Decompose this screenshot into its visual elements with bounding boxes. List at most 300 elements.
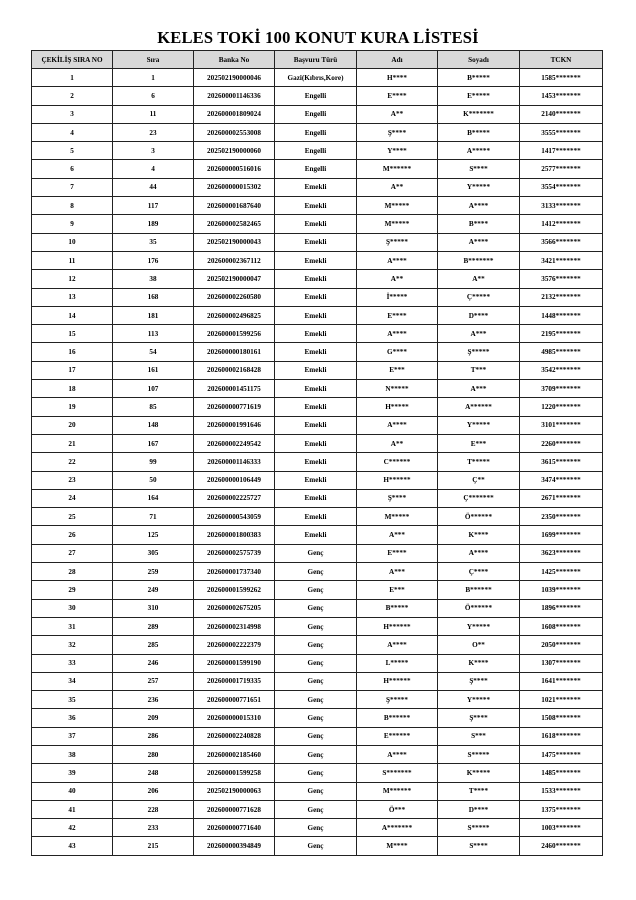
cell-banka-no: 202600002249542 (194, 434, 275, 452)
cell-basvuru-turu: Emekli (275, 288, 357, 306)
cell-cekilis-sira-no: 22 (32, 453, 113, 471)
cell-basvuru-turu: Genç (275, 617, 357, 635)
cell-soyadi: S***** (438, 819, 520, 837)
table-row (32, 69, 603, 87)
cell-banka-no: 202600001737340 (194, 563, 275, 581)
cell-adi: Ş**** (357, 489, 438, 507)
cell-tckn: 3101******* (520, 416, 603, 434)
cell-cekilis-sira-no: 35 (32, 691, 113, 709)
cell-tckn: 1585******* (520, 69, 603, 87)
cell-adi: H**** (357, 69, 438, 87)
cell-adi: M***** (357, 215, 438, 233)
cell-cekilis-sira-no: 4 (32, 123, 113, 141)
cell-soyadi: Ç** (438, 471, 520, 489)
cell-banka-no: 202600002553008 (194, 123, 275, 141)
table-row (32, 306, 603, 324)
cell-banka-no: 202600002575739 (194, 544, 275, 562)
cell-adi: N***** (357, 380, 438, 398)
cell-banka-no: 202502190000046 (194, 69, 275, 87)
column-header-adi: Adı (357, 51, 438, 69)
cell-cekilis-sira-no: 16 (32, 343, 113, 361)
cell-banka-no: 202600001146336 (194, 87, 275, 105)
cell-tckn: 3555******* (520, 123, 603, 141)
cell-cekilis-sira-no: 24 (32, 489, 113, 507)
cell-sira: 167 (113, 434, 194, 452)
cell-tckn: 1508******* (520, 709, 603, 727)
cell-adi: H***** (357, 398, 438, 416)
cell-basvuru-turu: Genç (275, 819, 357, 837)
cell-banka-no: 202502190000043 (194, 233, 275, 251)
cell-soyadi: O** (438, 636, 520, 654)
cell-cekilis-sira-no: 9 (32, 215, 113, 233)
cell-adi: Ş***** (357, 233, 438, 251)
cell-adi: İ***** (357, 288, 438, 306)
cell-banka-no: 202600002582465 (194, 215, 275, 233)
table-row (32, 654, 603, 672)
cell-tckn: 1003******* (520, 819, 603, 837)
cell-tckn: 1021******* (520, 691, 603, 709)
cell-cekilis-sira-no: 25 (32, 508, 113, 526)
table-row (32, 526, 603, 544)
cell-adi: H****** (357, 617, 438, 635)
cell-sira: 228 (113, 800, 194, 818)
cell-sira: 286 (113, 727, 194, 745)
cell-cekilis-sira-no: 11 (32, 251, 113, 269)
cell-banka-no: 202502190000060 (194, 142, 275, 160)
cell-sira: 107 (113, 380, 194, 398)
table-row (32, 709, 603, 727)
table-row (32, 599, 603, 617)
cell-adi: M****** (357, 782, 438, 800)
cell-basvuru-turu: Emekli (275, 306, 357, 324)
cell-cekilis-sira-no: 27 (32, 544, 113, 562)
cell-banka-no: 202600000771640 (194, 819, 275, 837)
cell-cekilis-sira-no: 23 (32, 471, 113, 489)
cell-sira: 280 (113, 745, 194, 763)
table-row (32, 270, 603, 288)
cell-adi: Ş***** (357, 691, 438, 709)
cell-sira: 113 (113, 325, 194, 343)
table-row (32, 416, 603, 434)
cell-adi: E**** (357, 87, 438, 105)
table-row (32, 800, 603, 818)
cell-soyadi: A*** (438, 380, 520, 398)
cell-sira: 181 (113, 306, 194, 324)
cell-banka-no: 202600000180161 (194, 343, 275, 361)
cell-soyadi: S***** (438, 745, 520, 763)
cell-basvuru-turu: Genç (275, 764, 357, 782)
cell-adi: M***** (357, 508, 438, 526)
cell-adi: M****** (357, 160, 438, 178)
cell-tckn: 1039******* (520, 581, 603, 599)
cell-cekilis-sira-no: 26 (32, 526, 113, 544)
cell-banka-no: 202600001991646 (194, 416, 275, 434)
cell-soyadi: D**** (438, 800, 520, 818)
cell-sira: 44 (113, 178, 194, 196)
table-row (32, 343, 603, 361)
cell-tckn: 3554******* (520, 178, 603, 196)
cell-banka-no: 202600001800383 (194, 526, 275, 544)
cell-sira: 289 (113, 617, 194, 635)
cell-banka-no: 202600001809024 (194, 105, 275, 123)
cell-sira: 50 (113, 471, 194, 489)
cell-adi: M**** (357, 837, 438, 855)
table-row (32, 727, 603, 745)
cell-basvuru-turu: Genç (275, 581, 357, 599)
cell-basvuru-turu: Emekli (275, 416, 357, 434)
table-row (32, 87, 603, 105)
cell-basvuru-turu: Genç (275, 727, 357, 745)
cell-tckn: 3566******* (520, 233, 603, 251)
cell-tckn: 3623******* (520, 544, 603, 562)
cell-tckn: 1412******* (520, 215, 603, 233)
table-body (32, 69, 603, 856)
cell-tckn: 2050******* (520, 636, 603, 654)
table-row (32, 178, 603, 196)
cell-sira: 285 (113, 636, 194, 654)
cell-adi: H****** (357, 672, 438, 690)
table-row (32, 251, 603, 269)
cell-tckn: 2260******* (520, 434, 603, 452)
cell-adi: A**** (357, 636, 438, 654)
cell-banka-no: 202502190000063 (194, 782, 275, 800)
cell-basvuru-turu: Emekli (275, 361, 357, 379)
cell-sira: 161 (113, 361, 194, 379)
cell-sira: 236 (113, 691, 194, 709)
cell-cekilis-sira-no: 18 (32, 380, 113, 398)
table-row (32, 380, 603, 398)
table-row (32, 288, 603, 306)
cell-banka-no: 202600001451175 (194, 380, 275, 398)
table-row (32, 782, 603, 800)
cell-basvuru-turu: Genç (275, 691, 357, 709)
cell-sira: 189 (113, 215, 194, 233)
cell-soyadi: Ş**** (438, 709, 520, 727)
cell-tckn: 1453******* (520, 87, 603, 105)
cell-basvuru-turu: Genç (275, 654, 357, 672)
cell-cekilis-sira-no: 38 (32, 745, 113, 763)
cell-basvuru-turu: Engelli (275, 87, 357, 105)
cell-banka-no: 202600000771619 (194, 398, 275, 416)
cell-tckn: 3474******* (520, 471, 603, 489)
table-row (32, 160, 603, 178)
cell-basvuru-turu: Engelli (275, 142, 357, 160)
column-header-sira: Sıra (113, 51, 194, 69)
cell-tckn: 1485******* (520, 764, 603, 782)
cell-soyadi: A****** (438, 398, 520, 416)
cell-tckn: 3542******* (520, 361, 603, 379)
cell-banka-no: 202600001599258 (194, 764, 275, 782)
cell-sira: 3 (113, 142, 194, 160)
cell-basvuru-turu: Emekli (275, 178, 357, 196)
cell-basvuru-turu: Emekli (275, 325, 357, 343)
table-row (32, 691, 603, 709)
cell-cekilis-sira-no: 7 (32, 178, 113, 196)
lottery-table (31, 50, 603, 856)
cell-soyadi: Ş**** (438, 672, 520, 690)
cell-adi: Ş**** (357, 123, 438, 141)
cell-sira: 117 (113, 197, 194, 215)
cell-tckn: 1375******* (520, 800, 603, 818)
column-header-banka-no: Banka No (194, 51, 275, 69)
cell-soyadi: A***** (438, 142, 520, 160)
cell-banka-no: 202600002240828 (194, 727, 275, 745)
column-header-basvuru-turu: Başvuru Türü (275, 51, 357, 69)
cell-tckn: 1533******* (520, 782, 603, 800)
cell-banka-no: 202502190000047 (194, 270, 275, 288)
cell-adi: A**** (357, 416, 438, 434)
cell-cekilis-sira-no: 42 (32, 819, 113, 837)
cell-banka-no: 202600000543059 (194, 508, 275, 526)
table-row (32, 508, 603, 526)
cell-cekilis-sira-no: 21 (32, 434, 113, 452)
cell-banka-no: 202600000015302 (194, 178, 275, 196)
table-row (32, 325, 603, 343)
cell-cekilis-sira-no: 29 (32, 581, 113, 599)
cell-cekilis-sira-no: 10 (32, 233, 113, 251)
cell-adi: A** (357, 434, 438, 452)
cell-cekilis-sira-no: 15 (32, 325, 113, 343)
table-row (32, 837, 603, 855)
cell-sira: 71 (113, 508, 194, 526)
cell-adi: A**** (357, 745, 438, 763)
cell-basvuru-turu: Emekli (275, 215, 357, 233)
cell-soyadi: E*** (438, 434, 520, 452)
cell-soyadi: T*** (438, 361, 520, 379)
cell-tckn: 1896******* (520, 599, 603, 617)
cell-banka-no: 202600000394849 (194, 837, 275, 855)
cell-cekilis-sira-no: 31 (32, 617, 113, 635)
cell-basvuru-turu: Emekli (275, 526, 357, 544)
cell-sira: 233 (113, 819, 194, 837)
table-row (32, 489, 603, 507)
cell-banka-no: 202600000516016 (194, 160, 275, 178)
cell-soyadi: S**** (438, 160, 520, 178)
cell-cekilis-sira-no: 8 (32, 197, 113, 215)
cell-adi: E**** (357, 306, 438, 324)
cell-adi: A**** (357, 251, 438, 269)
cell-tckn: 1220******* (520, 398, 603, 416)
cell-cekilis-sira-no: 12 (32, 270, 113, 288)
cell-basvuru-turu: Genç (275, 599, 357, 617)
cell-tckn: 1699******* (520, 526, 603, 544)
table-row (32, 672, 603, 690)
cell-soyadi: Ö****** (438, 508, 520, 526)
cell-cekilis-sira-no: 33 (32, 654, 113, 672)
cell-adi: B***** (357, 599, 438, 617)
cell-cekilis-sira-no: 2 (32, 87, 113, 105)
cell-cekilis-sira-no: 17 (32, 361, 113, 379)
table-row (32, 544, 603, 562)
cell-cekilis-sira-no: 30 (32, 599, 113, 617)
cell-tckn: 1425******* (520, 563, 603, 581)
table-row (32, 105, 603, 123)
cell-basvuru-turu: Emekli (275, 251, 357, 269)
cell-soyadi: K***** (438, 764, 520, 782)
cell-banka-no: 202600002675205 (194, 599, 275, 617)
cell-banka-no: 202600001599190 (194, 654, 275, 672)
cell-tckn: 3576******* (520, 270, 603, 288)
cell-tckn: 1641******* (520, 672, 603, 690)
cell-soyadi: B***** (438, 123, 520, 141)
document-title: KELES TOKİ 100 KONUT KURA LİSTESİ (157, 28, 479, 47)
cell-basvuru-turu: Engelli (275, 160, 357, 178)
table-row (32, 398, 603, 416)
cell-sira: 125 (113, 526, 194, 544)
cell-soyadi: A** (438, 270, 520, 288)
cell-sira: 206 (113, 782, 194, 800)
cell-cekilis-sira-no: 3 (32, 105, 113, 123)
table-row (32, 123, 603, 141)
cell-adi: E*** (357, 361, 438, 379)
cell-basvuru-turu: Emekli (275, 508, 357, 526)
cell-sira: 148 (113, 416, 194, 434)
table-row (32, 563, 603, 581)
cell-adi: A*** (357, 526, 438, 544)
cell-soyadi: Y***** (438, 178, 520, 196)
cell-basvuru-turu: Genç (275, 745, 357, 763)
cell-banka-no: 202600001599256 (194, 325, 275, 343)
cell-soyadi: D**** (438, 306, 520, 324)
cell-tckn: 2195******* (520, 325, 603, 343)
cell-soyadi: B******* (438, 251, 520, 269)
cell-soyadi: K******* (438, 105, 520, 123)
cell-cekilis-sira-no: 34 (32, 672, 113, 690)
cell-sira: 249 (113, 581, 194, 599)
cell-tckn: 1618******* (520, 727, 603, 745)
cell-soyadi: S*** (438, 727, 520, 745)
cell-tckn: 1448******* (520, 306, 603, 324)
cell-basvuru-turu: Emekli (275, 343, 357, 361)
cell-cekilis-sira-no: 32 (32, 636, 113, 654)
cell-soyadi: Ç**** (438, 563, 520, 581)
table-row (32, 142, 603, 160)
cell-banka-no: 202600000771651 (194, 691, 275, 709)
cell-adi: S******* (357, 764, 438, 782)
cell-soyadi: Y***** (438, 416, 520, 434)
cell-banka-no: 202600002314998 (194, 617, 275, 635)
cell-cekilis-sira-no: 6 (32, 160, 113, 178)
cell-banka-no: 202600000771628 (194, 800, 275, 818)
cell-tckn: 1307******* (520, 654, 603, 672)
cell-sira: 85 (113, 398, 194, 416)
cell-sira: 168 (113, 288, 194, 306)
table-row (32, 197, 603, 215)
cell-cekilis-sira-no: 36 (32, 709, 113, 727)
cell-soyadi: Ç******* (438, 489, 520, 507)
cell-basvuru-turu: Emekli (275, 233, 357, 251)
cell-soyadi: A**** (438, 197, 520, 215)
cell-adi: A******* (357, 819, 438, 837)
cell-basvuru-turu: Genç (275, 672, 357, 690)
cell-soyadi: T**** (438, 782, 520, 800)
cell-sira: 23 (113, 123, 194, 141)
cell-cekilis-sira-no: 14 (32, 306, 113, 324)
cell-basvuru-turu: Genç (275, 837, 357, 855)
table-row (32, 434, 603, 452)
cell-tckn: 2460******* (520, 837, 603, 855)
table-row (32, 636, 603, 654)
cell-banka-no: 202600002496825 (194, 306, 275, 324)
cell-cekilis-sira-no: 13 (32, 288, 113, 306)
cell-cekilis-sira-no: 39 (32, 764, 113, 782)
cell-basvuru-turu: Emekli (275, 380, 357, 398)
table-row (32, 215, 603, 233)
cell-adi: H****** (357, 471, 438, 489)
cell-adi: Y**** (357, 142, 438, 160)
cell-tckn: 1417******* (520, 142, 603, 160)
cell-basvuru-turu: Emekli (275, 434, 357, 452)
cell-soyadi: Y***** (438, 691, 520, 709)
table-row (32, 819, 603, 837)
cell-tckn: 2140******* (520, 105, 603, 123)
cell-sira: 4 (113, 160, 194, 178)
table-row (32, 764, 603, 782)
cell-adi: C****** (357, 453, 438, 471)
cell-soyadi: Ç***** (438, 288, 520, 306)
cell-banka-no: 202600002185460 (194, 745, 275, 763)
cell-soyadi: A**** (438, 544, 520, 562)
cell-adi: G**** (357, 343, 438, 361)
cell-cekilis-sira-no: 37 (32, 727, 113, 745)
cell-adi: E**** (357, 544, 438, 562)
cell-cekilis-sira-no: 5 (32, 142, 113, 160)
cell-basvuru-turu: Genç (275, 709, 357, 727)
cell-sira: 11 (113, 105, 194, 123)
cell-basvuru-turu: Genç (275, 800, 357, 818)
cell-sira: 176 (113, 251, 194, 269)
cell-tckn: 3421******* (520, 251, 603, 269)
cell-tckn: 3709******* (520, 380, 603, 398)
cell-sira: 35 (113, 233, 194, 251)
cell-cekilis-sira-no: 43 (32, 837, 113, 855)
cell-banka-no: 202600002222379 (194, 636, 275, 654)
cell-soyadi: E***** (438, 87, 520, 105)
cell-cekilis-sira-no: 40 (32, 782, 113, 800)
cell-adi: L***** (357, 654, 438, 672)
cell-soyadi: A*** (438, 325, 520, 343)
cell-sira: 305 (113, 544, 194, 562)
cell-sira: 209 (113, 709, 194, 727)
cell-banka-no: 202600001687640 (194, 197, 275, 215)
cell-sira: 1 (113, 69, 194, 87)
table-row (32, 581, 603, 599)
cell-banka-no: 202600002260580 (194, 288, 275, 306)
cell-banka-no: 202600002225727 (194, 489, 275, 507)
cell-adi: A*** (357, 563, 438, 581)
cell-banka-no: 202600001599262 (194, 581, 275, 599)
cell-basvuru-turu: Engelli (275, 105, 357, 123)
cell-soyadi: T***** (438, 453, 520, 471)
cell-tckn: 2671******* (520, 489, 603, 507)
cell-basvuru-turu: Engelli (275, 123, 357, 141)
column-header-cekilis-sira-no: ÇEKİLİŞ SIRA NO (32, 51, 113, 69)
table-row (32, 745, 603, 763)
cell-cekilis-sira-no: 41 (32, 800, 113, 818)
cell-sira: 257 (113, 672, 194, 690)
cell-basvuru-turu: Emekli (275, 453, 357, 471)
cell-soyadi: B**** (438, 215, 520, 233)
cell-adi: A**** (357, 325, 438, 343)
cell-banka-no: 202600002367112 (194, 251, 275, 269)
cell-basvuru-turu: Emekli (275, 270, 357, 288)
cell-soyadi: S**** (438, 837, 520, 855)
cell-sira: 54 (113, 343, 194, 361)
cell-cekilis-sira-no: 1 (32, 69, 113, 87)
cell-adi: M***** (357, 197, 438, 215)
cell-tckn: 2132******* (520, 288, 603, 306)
cell-basvuru-turu: Gazi(Kıbrıs,Kore) (275, 69, 357, 87)
